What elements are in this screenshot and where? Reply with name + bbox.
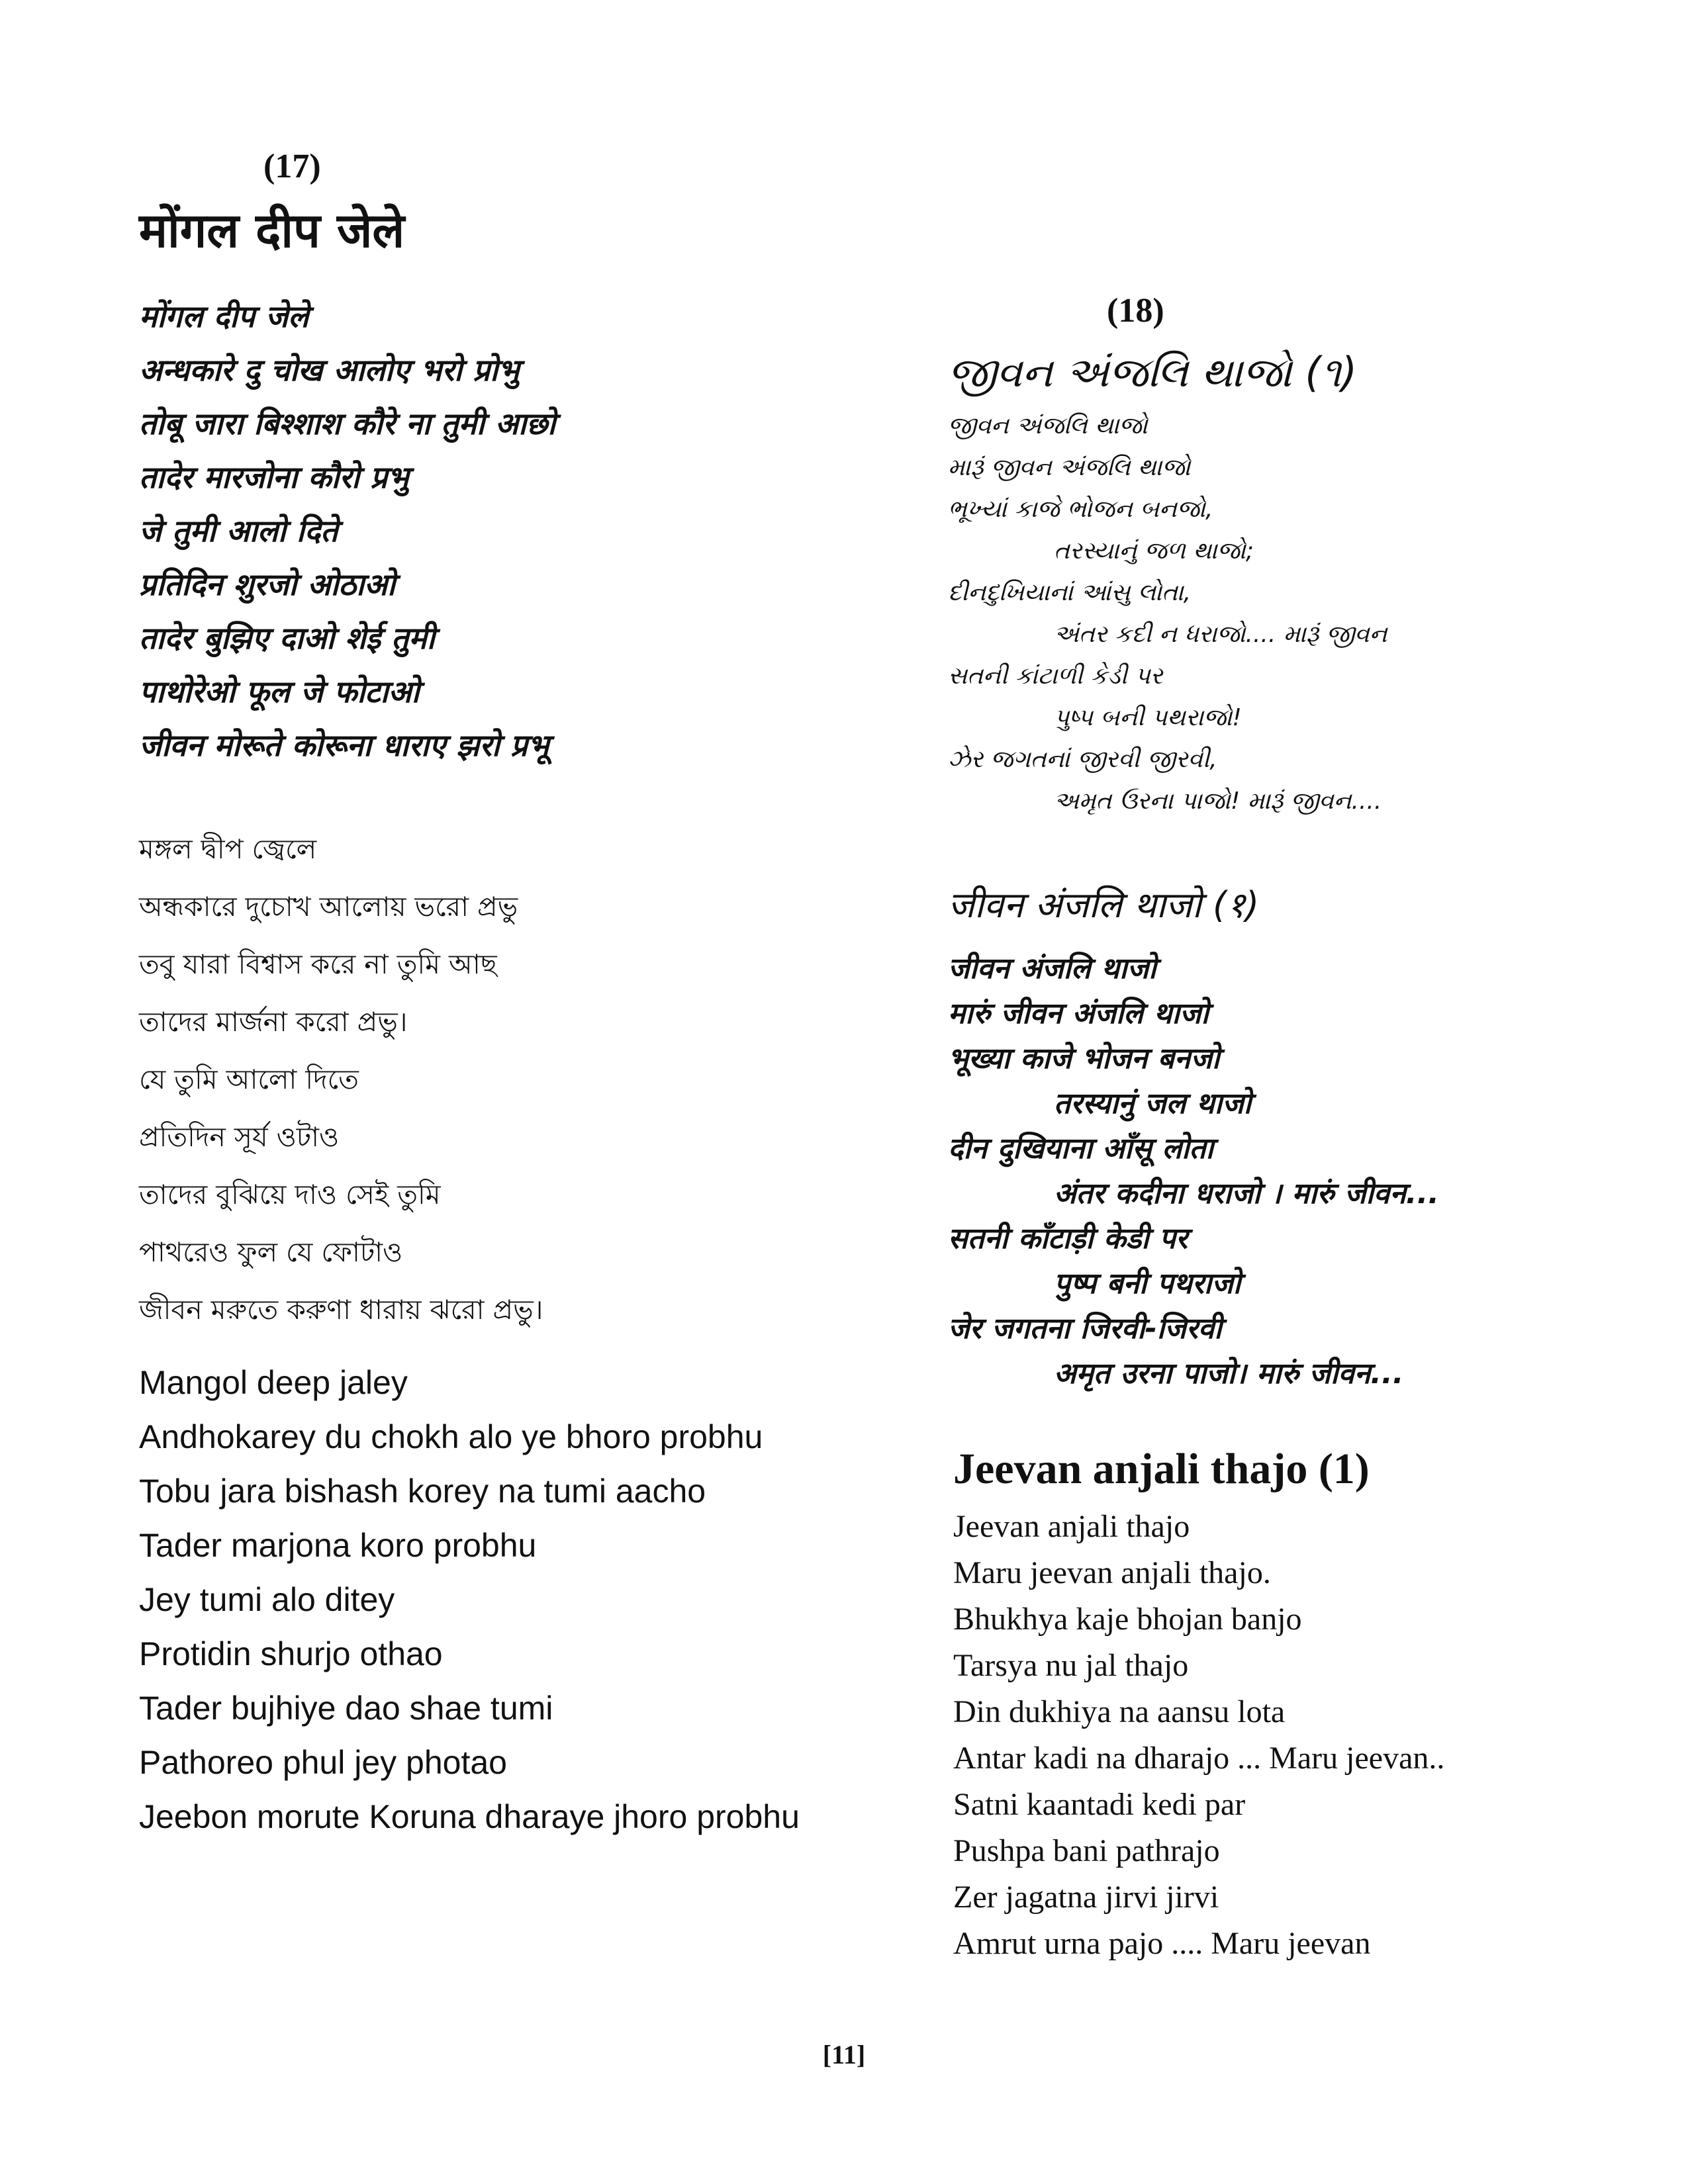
lyric-line: Din dukhiya na aansu lota bbox=[953, 1694, 1286, 1729]
lyric-line: दीन दुखियाना आँसू लोता bbox=[948, 1132, 1214, 1165]
lyric-line: যে তুমি আলো দিতে bbox=[139, 1064, 359, 1095]
lyric-line: ઝેર જગતનાં જીરવી જીરવી, bbox=[948, 746, 1217, 773]
lyric-line: દીનદુખિયાનાં આંસુ લોતા, bbox=[948, 579, 1192, 606]
lyric-line: Zer jagatna jirvi jirvi bbox=[953, 1880, 1219, 1915]
lyric-line: जे तुमी आलो दिते bbox=[139, 513, 338, 549]
lyric-line: Pushpa bani pathrajo bbox=[953, 1833, 1220, 1868]
lyric-line: পাথরেও ফুল যে ফোটাও bbox=[139, 1236, 403, 1268]
lyric-line: অন্ধকারে দুচোখ আলোয় ভরো প্রভু bbox=[139, 891, 518, 923]
lyric-line: তাদের বুঝিয়ে দাও সেই তুমি bbox=[139, 1179, 441, 1210]
lyric-line: पाथोरेओ फूल जे फोटाओ bbox=[139, 674, 420, 709]
lyric-line: मोंगल दीप जेले bbox=[139, 298, 309, 334]
lyric-line: Protidin shurjo othao bbox=[139, 1635, 443, 1672]
lyric-line: Andhokarey du chokh alo ye bhoro probhu bbox=[139, 1418, 763, 1455]
lyric-line: જીવન અંજલિ થાજો bbox=[948, 412, 1148, 439]
lyric-line: પુષ્પ બની પથરાજો! bbox=[1054, 704, 1242, 731]
lyric-line: जीवन मोरूते कोरूना धाराए झरो प्रभू bbox=[139, 727, 549, 763]
lyric-line: Pathoreo phul jey photao bbox=[139, 1744, 507, 1781]
song-17-number: (17) bbox=[263, 148, 321, 185]
lyric-line: सतनी काँटाड़ी केडी पर bbox=[948, 1222, 1188, 1255]
lyric-line: અમૃત ઉરના પાજો! મારૂં જીવન.... bbox=[1054, 788, 1382, 815]
lyric-line: अन्धकारे दु चोख आलोए भरो प्रोभु bbox=[139, 352, 520, 388]
lyric-line: Jeevan anjali thajo bbox=[953, 1509, 1190, 1544]
lyric-line: तरस्यानुं जल थाजो bbox=[1054, 1087, 1252, 1120]
page-number: [11] bbox=[822, 2040, 866, 2070]
lyric-line: Tarsya nu jal thajo bbox=[953, 1648, 1189, 1683]
lyric-line: अंतर कदीना धराजो । मारुं जीवन... bbox=[1054, 1177, 1439, 1210]
song-17-roman-lyrics bbox=[139, 1355, 880, 1844]
lyric-line: पुष्प बनी पथराजो bbox=[1054, 1267, 1241, 1300]
lyric-line: Jeebon morute Koruna dharaye jhoro probhu bbox=[139, 1798, 800, 1835]
lyric-line: तादेर बुझिए दाओ शेई तुमी bbox=[139, 620, 435, 656]
lyric-line: तादेर मारजोना कौरो प्रभु bbox=[139, 459, 409, 495]
lyric-line: জীবন মরুতে করুণা ধারায় ঝরো প্রভু। bbox=[139, 1294, 543, 1326]
lyric-line: प्रतिदिन शुरजो ओठाओ bbox=[139, 567, 396, 602]
lyric-line: અંતર કદી ન ધરાજો.... મારૂં જીવન bbox=[1054, 621, 1387, 648]
lyric-line: अमृत उरना पाजो। मारुं जीवन... bbox=[1054, 1357, 1404, 1390]
song-18-hindi-title: जीवन अंजलि थाजो (१) bbox=[948, 884, 1260, 926]
song-17-bengali-lyrics bbox=[139, 821, 867, 1339]
lyric-line: Satni kaantadi kedi par bbox=[953, 1787, 1246, 1822]
song-18-roman-lyrics bbox=[953, 1504, 1615, 1967]
lyric-line: तोबू जारा बिश्शाश कौरे ना तुमी आछो bbox=[139, 406, 556, 441]
lyric-line: Antar kadi na dharajo ... Maru jeevan.. bbox=[953, 1741, 1445, 1776]
lyric-line: ભૂખ્યાં કાજે ભોજન બનજો, bbox=[948, 496, 1213, 523]
lyric-line: Jey tumi alo ditey bbox=[139, 1581, 395, 1618]
lyric-line: তাদের মার্জনা করো প্রভু। bbox=[139, 1006, 408, 1038]
song-18-hindi-lyrics bbox=[948, 946, 1610, 1396]
song-18-number: (18) bbox=[1107, 292, 1164, 330]
lyric-line: તરસ્યાનું જળ થાજો; bbox=[1054, 537, 1254, 565]
song-17-title: मोंगल दीप जेले bbox=[139, 203, 405, 258]
lyric-line: जीवन अंजलि थाजो bbox=[948, 952, 1156, 985]
lyric-line: Maru jeevan anjali thajo. bbox=[953, 1555, 1271, 1590]
lyric-line: তবু যারা বিশ্বাস করে না তুমি আছ bbox=[139, 948, 497, 980]
lyric-line: Tader bujhiye dao shae tumi bbox=[139, 1690, 553, 1727]
lyric-line: मारुं जीवन अंजलि थाजो bbox=[948, 997, 1209, 1030]
song-18-gujarati-lyrics bbox=[948, 405, 1610, 822]
lyric-line: Amrut urna pajo .... Maru jeevan bbox=[953, 1926, 1371, 1961]
lyric-line: जेर जगतना जिरवी-जिरवी bbox=[948, 1312, 1222, 1345]
lyric-line: भूख्या काजे भोजन बनजो bbox=[948, 1042, 1220, 1075]
lyric-line: મારૂં જીવન અંજલિ થાજો bbox=[948, 454, 1191, 481]
lyric-line: মঙ্গল দ্বীপ জ্বেলে bbox=[139, 833, 317, 865]
lyric-line: প্রতিদিন সূর্য ওটাও bbox=[139, 1121, 340, 1153]
lyric-line: સતની કાંટાળી કેડી પર bbox=[948, 662, 1163, 690]
song-18-roman-title: Jeevan anjali thajo (1) bbox=[953, 1445, 1370, 1493]
song-18-gujarati-title: જીવન અંજલિ થાજો (૧) bbox=[948, 348, 1358, 396]
song-17-hindi-lyrics bbox=[139, 290, 867, 772]
lyric-line: Bhukhya kaje bhojan banjo bbox=[953, 1602, 1302, 1637]
lyric-line: Tader marjona koro probhu bbox=[139, 1527, 537, 1564]
lyric-line: Tobu jara bishash korey na tumi aacho bbox=[139, 1473, 706, 1510]
lyric-line: Mangol deep jaley bbox=[139, 1364, 408, 1401]
